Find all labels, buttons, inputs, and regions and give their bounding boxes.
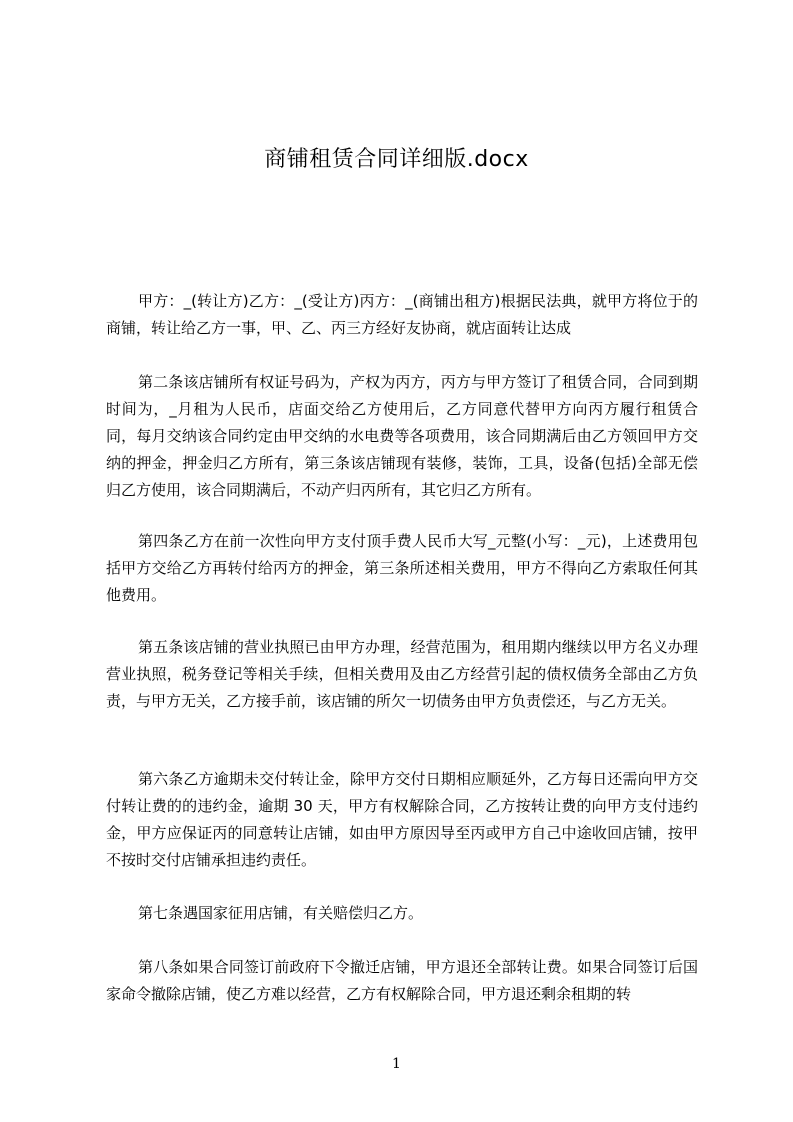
paragraph-article-5: 第五条该店铺的营业执照已由甲方办理，经营范围为，租用期内继续以甲方名义办理营业执照，税务登记等相关手续，但相关费用及由乙方经营引起的债权债务全部由乙方负责，与甲方无关，乙方接手前，该店铺的所欠一切债务由甲方负责偿还，与乙方无关。 bbox=[106, 638, 698, 710]
page-number: 1 bbox=[392, 1056, 401, 1072]
paragraph-article-7: 第七条遇国家征用店铺，有关赔偿归乙方。 bbox=[138, 904, 424, 922]
paragraph-article-8: 第八条如果合同签订前政府下令撤迁店铺，甲方退还全部转让费。如果合同签订后国家命令撤除店铺，使乙方难以经营，乙方有权解除合同，甲方退还剩余租期的转 bbox=[106, 958, 698, 1003]
paragraph-article-4: 第四条乙方在前一次性向甲方支付顶手费人民币大写_元整(小写：_元)，上述费用包括甲方交给乙方再转付给丙方的押金，第三条所述相关费用，甲方不得向乙方索取任何其他费用。 bbox=[106, 532, 698, 604]
document-title: 商铺租赁合同详细版.docx bbox=[264, 147, 529, 172]
paragraph-preamble: 甲方：_(转让方)乙方：_(受让方)丙方：_(商铺出租方)根据民法典，就甲方将位于的商铺，转让给乙方一事，甲、乙、丙三方经好友协商，就店面转让达成 bbox=[106, 292, 698, 337]
paragraph-article-6: 第六条乙方逾期未交付转让金，除甲方交付日期相应顺延外，乙方每日还需向甲方交付转让费的的违约金，逾期 30 天，甲方有权解除合同，乙方按转让费的向甲方支付违约金，甲方应保证丙的同意转让店铺，如由甲方原因导至丙或甲方自己中途收回店铺，按甲不按时交付店铺承担违约责任。 bbox=[106, 770, 698, 869]
paragraph-article-2: 第二条该店铺所有权证号码为，产权为丙方，丙方与甲方签订了租赁合同，合同到期时间为，_月租为人民币，店面交给乙方使用后，乙方同意代替甲方向丙方履行租赁合同，每月交纳该合同约定由甲交纳的水电费等各项费用，该合同期满后由乙方领回甲方交纳的押金，押金归乙方所有，第三条该店铺现有装修，装饰，工具，设备(包括)全部无偿归乙方使用，该合同期满后，不动产归丙所有，其它归乙方所有。 bbox=[106, 373, 698, 499]
